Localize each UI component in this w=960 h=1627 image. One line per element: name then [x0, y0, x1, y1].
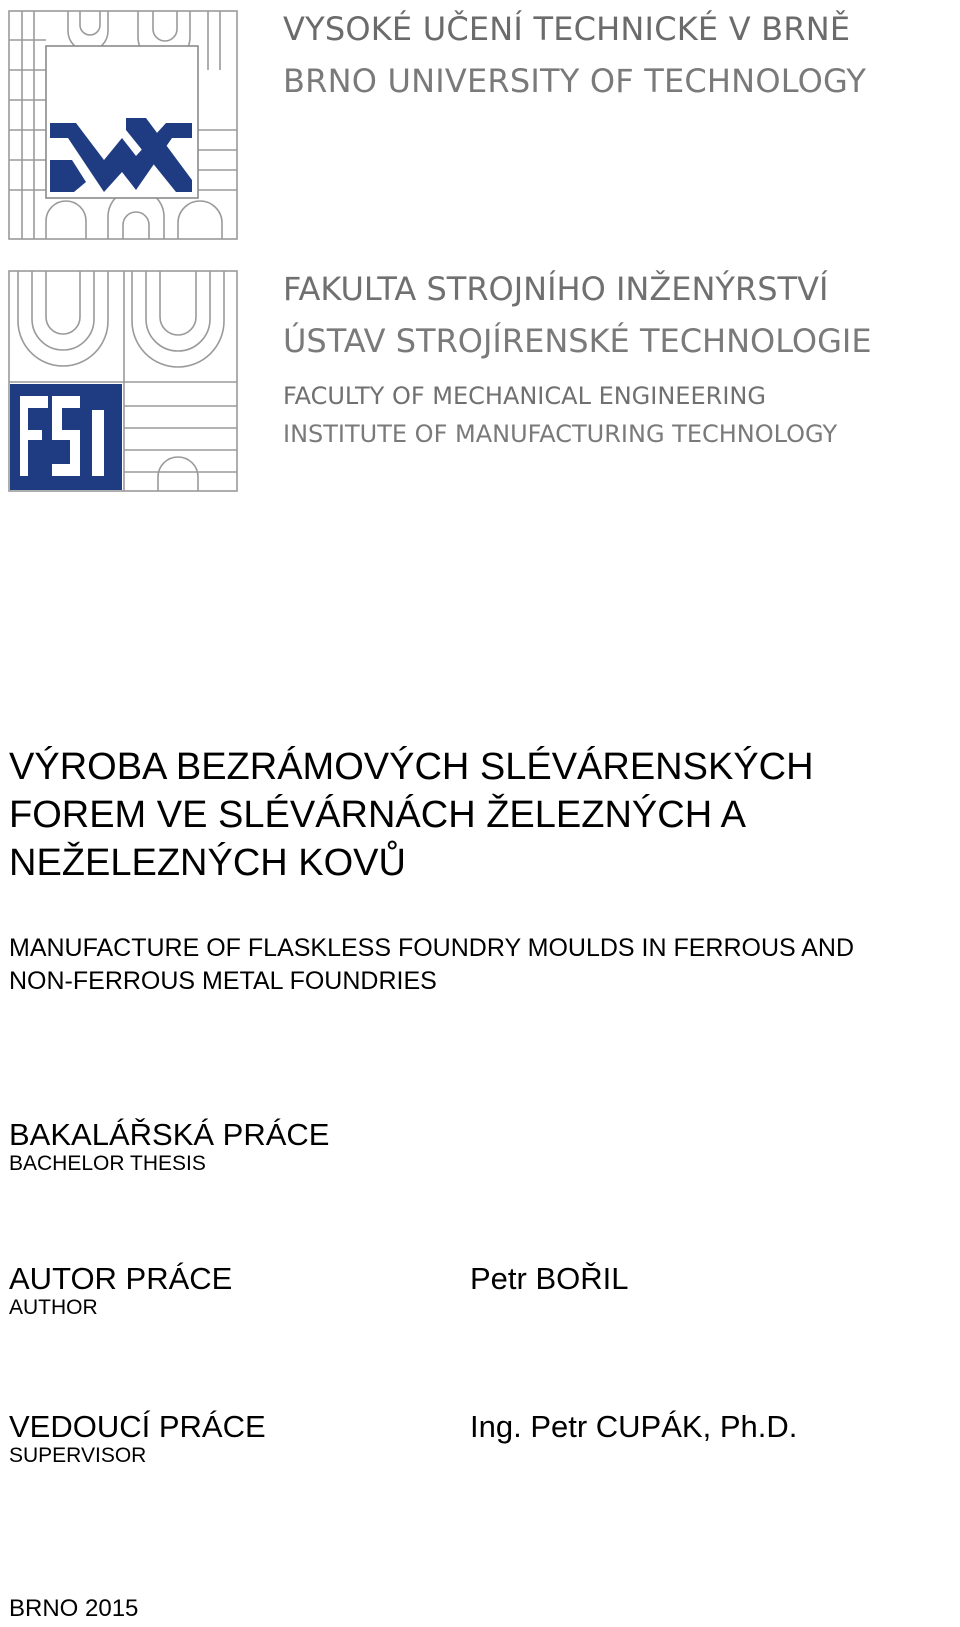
- thesis-type-cz: BAKALÁŘSKÁ PRÁCE: [9, 1117, 330, 1152]
- supervisor-name: Ing. Petr CUPÁK, Ph.D.: [470, 1409, 798, 1444]
- author-label-cz: AUTOR PRÁCE: [9, 1261, 233, 1296]
- thesis-title-cz-line: FOREM VE SLÉVÁRNÁCH ŽELEZNÝCH A: [9, 794, 746, 836]
- vut-logo: [8, 10, 240, 242]
- thesis-title-en-line: NON-FERROUS METAL FOUNDRIES: [9, 967, 437, 995]
- thesis-title-en-line: MANUFACTURE OF FLASKLESS FOUNDRY MOULDS IN FERROUS AND: [9, 934, 855, 962]
- institute-name-cz: ÚSTAV STROJÍRENSKÉ TECHNOLOGIE: [283, 322, 872, 360]
- author-label-en: AUTHOR: [9, 1296, 98, 1319]
- supervisor-label-en: SUPERVISOR: [9, 1444, 147, 1467]
- author-name: Petr BOŘIL: [470, 1261, 629, 1296]
- fsi-logo: [8, 270, 240, 494]
- thesis-title-cz-line: NEŽELEZNÝCH KOVŮ: [9, 842, 406, 884]
- thesis-title-cz: [9, 743, 814, 887]
- supervisor-label-cz: VEDOUCÍ PRÁCE: [9, 1409, 266, 1444]
- faculty-name-en: FACULTY OF MECHANICAL ENGINEERING: [283, 382, 766, 410]
- university-name-cz: VYSOKÉ UČENÍ TECHNICKÉ V BRNĚ: [283, 10, 851, 48]
- faculty-name-cz: FAKULTA STROJNÍHO INŽENÝRSTVÍ: [283, 270, 829, 308]
- thesis-title-cz-line: VÝROBA BEZRÁMOVÝCH SLÉVÁRENSKÝCH: [9, 746, 814, 788]
- thesis-type-en: BACHELOR THESIS: [9, 1152, 206, 1175]
- university-name-en: BRNO UNIVERSITY OF TECHNOLOGY: [283, 62, 867, 100]
- thesis-title-en: [9, 932, 854, 998]
- institute-name-en: INSTITUTE OF MANUFACTURING TECHNOLOGY: [283, 420, 838, 448]
- place-year: BRNO 2015: [9, 1595, 139, 1622]
